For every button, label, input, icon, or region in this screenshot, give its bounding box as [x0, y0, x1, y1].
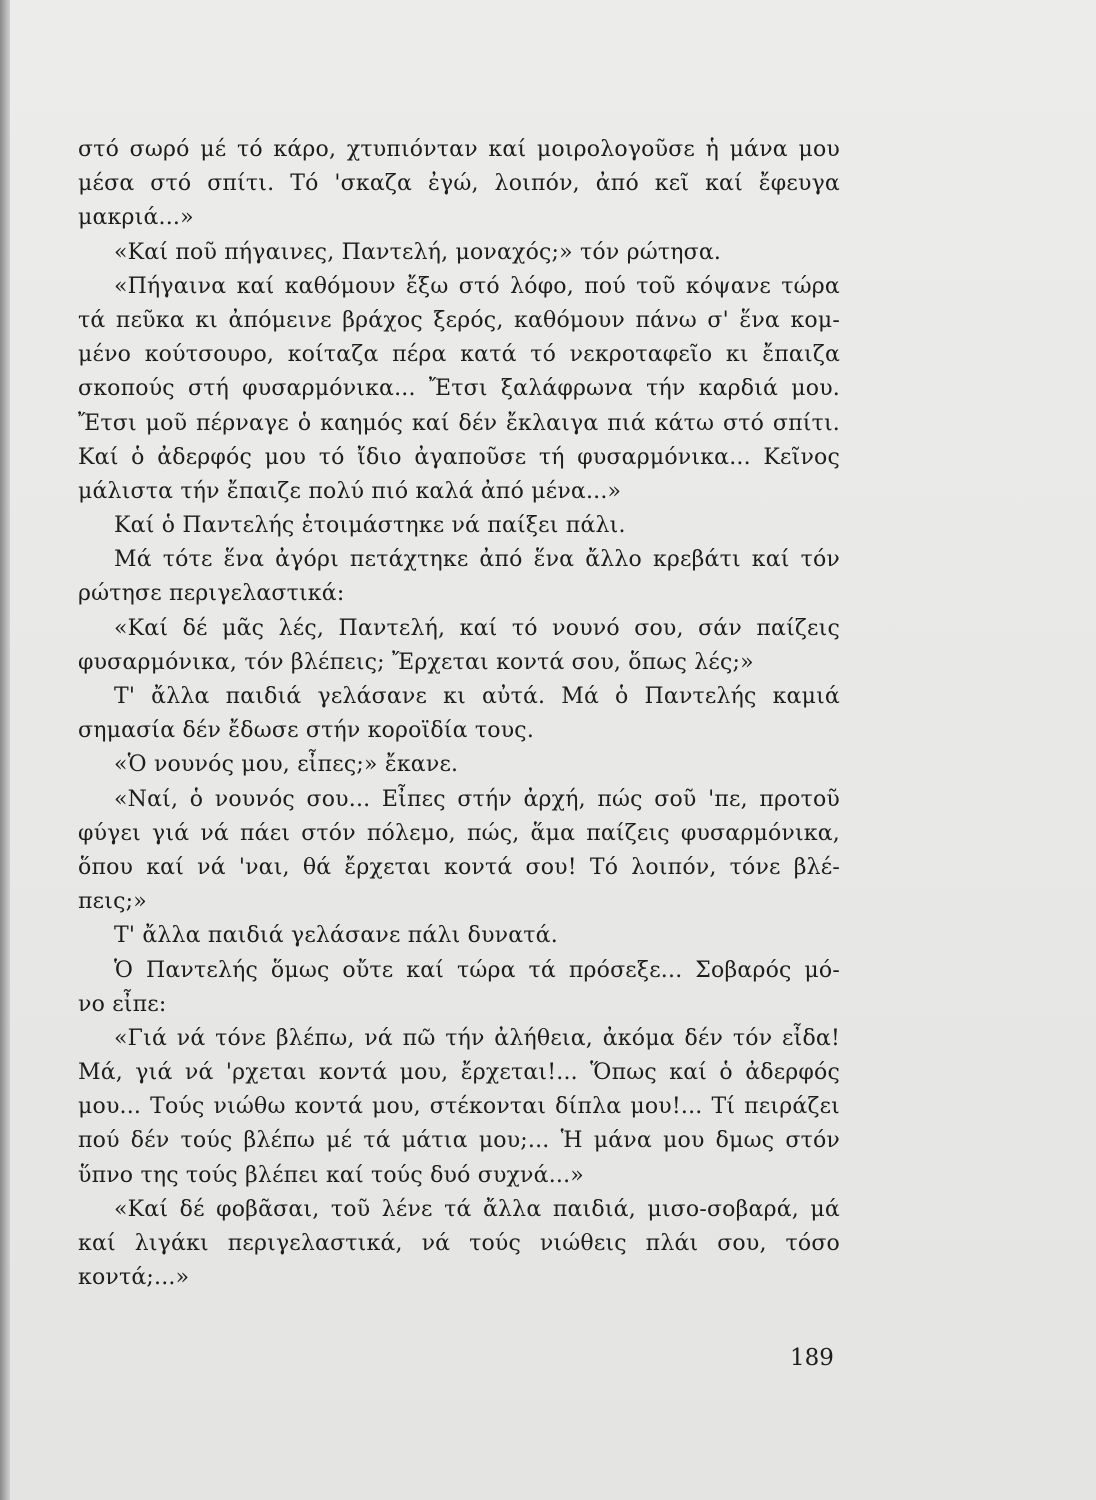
text-line: σκοπούς στή φυσαρμόνικα... Ἔτσι ξαλάφρωνα τήν καρδιά μου.	[78, 376, 840, 402]
text-line: Καί ὁ ἀδερφός μου τό ἴδιο ἀγαποῦσε τή φυσαρμόνικα... Κεῖνος	[78, 444, 840, 470]
body-text	[78, 133, 840, 1295]
text-line: Ἔτσι μοῦ πέρναγε ὁ καημός καί δέν ἔκλαιγα πιά κάτω στό σπίτι.	[78, 410, 840, 436]
text-line: Καί ὁ Παντελής ἑτοιμάστηκε νά παίξει πάλι.	[114, 513, 626, 539]
text-line: πεις;»	[78, 889, 147, 915]
text-line: πού δέν τούς βλέπω μέ τά μάτια μου;... Ἡ μάνα μου δμως στόν	[78, 1128, 840, 1154]
text-line: νο εἶπε:	[78, 991, 167, 1017]
text-line: κοντά;...»	[78, 1265, 190, 1291]
text-line: τά πεῦκα κι ἀπόμεινε βράχος ξερός, καθόμουν πάνω σ' ἕνα κομ-	[78, 307, 840, 333]
text-line: Ὁ Παντελής ὅμως οὔτε καί τώρα τά πρόσεξε... Σοβαρός μό-	[114, 957, 840, 983]
text-line: σημασία δέν ἔδωσε στήν κοροϊδία τους.	[78, 718, 535, 744]
text-line: Μά, γιά νά 'ρχεται κοντά μου, ἔρχεται!... Ὅπως καί ὁ ἀδερφός	[78, 1060, 840, 1086]
text-line: μέσα στό σπίτι. Τό 'σκαζα ἐγώ, λοιπόν, ἀπό κεῖ καί ἔφευγα	[78, 171, 840, 197]
text-line: Τ' ἄλλα παιδιά γελάσανε πάλι δυνατά.	[114, 923, 558, 949]
text-line: μου... Τούς νιώθω κοντά μου, στέκονται δίπλα μου!... Τί πειράζει	[78, 1094, 840, 1120]
text-line: μένο κούτσουρο, κοίταζα πέρα κατά τό νεκροταφεῖο κι ἔπαιζα	[78, 342, 840, 368]
text-line: ὕπνο της τούς βλέπει καί τούς δυό συχνά...»	[78, 1162, 584, 1188]
text-line: «Καί δέ μᾶς λές, Παντελή, καί τό νουνό σου, σάν παίζεις	[114, 615, 840, 641]
text-line: μάλιστα τήν ἔπαιζε πολύ πιό καλά ἀπό μένα...»	[78, 478, 622, 504]
text-line: «Γιά νά τόνε βλέπω, νά πῶ τήν ἀλήθεια, ἀκόμα δέν τόν εἶδα!	[114, 1025, 840, 1051]
text-line: «Καί δέ φοβᾶσαι, τοῦ λένε τά ἄλλα παιδιά, μισο-σοβαρά, μά	[114, 1196, 840, 1222]
text-line: Μά τότε ἕνα ἀγόρι πετάχτηκε ἀπό ἕνα ἄλλο κρεβάτι καί τόν	[114, 547, 840, 573]
text-line: φύγει γιά νά πάει στόν πόλεμο, πώς, ἅμα παίζεις φυσαρμόνικα,	[78, 820, 840, 846]
text-line: φυσαρμόνικα, τόν βλέπεις; Ἔρχεται κοντά σου, ὅπως λές;»	[78, 649, 754, 675]
text-line: «Καί ποῦ πήγαινες, Παντελή, μοναχός;» τόν ρώτησα.	[114, 239, 722, 265]
text-line: καί λιγάκι περιγελαστικά, νά τούς νιώθεις πλάι σου, τόσο	[78, 1231, 840, 1256]
text-line: ρώτησε περιγελαστικά:	[78, 581, 345, 607]
text-line: μακριά...»	[78, 205, 194, 231]
text-line: ὅπου καί νά 'ναι, θά ἔρχεται κοντά σου! Τό λοιπόν, τόνε βλέ-	[78, 854, 840, 880]
page-binding-edge	[0, 0, 10, 1500]
text-line: Τ' ἄλλα παιδιά γελάσανε κι αὐτά. Μά ὁ Παντελής καμιά	[114, 684, 840, 709]
page-number: 189	[790, 1345, 834, 1371]
text-line: «Ὁ νουνός μου, εἶπες;» ἔκανε.	[114, 752, 459, 778]
text-line: «Πήγαινα καί καθόμουν ἔξω στό λόφο, πού τοῦ κόψανε τώρα	[114, 273, 840, 299]
text-line: «Ναί, ὁ νουνός σου... Εἶπες στήν ἀρχή, πώς σοῦ 'πε, προτοῦ	[114, 786, 840, 812]
text-line: στό σωρό μέ τό κάρο, χτυπιόνταν καί μοιρολογοῦσε ἡ μάνα μου	[78, 137, 840, 162]
